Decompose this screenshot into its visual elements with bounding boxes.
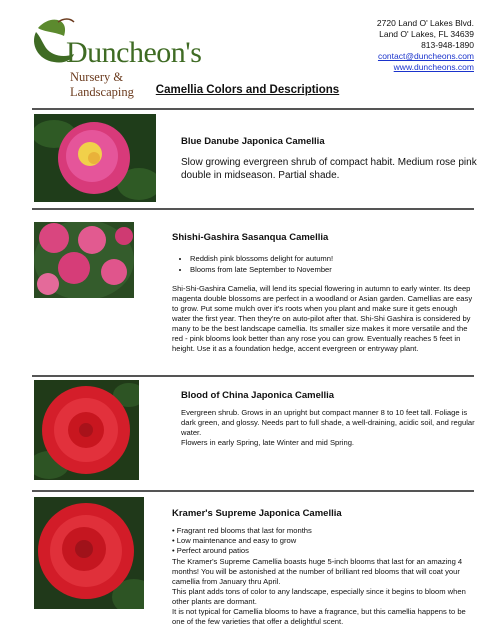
feature-list [172, 526, 474, 556]
feature-bullets [172, 253, 333, 275]
entry-description: Evergreen shrub. Grows in an upright but compact manner 8 to 10 feet tall. Foliage is dark green, and glossy. Needs part to full shade, a well-draining, acidic soil, and regular water. [181, 408, 475, 437]
company-logo [30, 14, 202, 99]
address-line2: Land O' Lakes, FL 34639 [379, 29, 474, 39]
entry-description: Shi-Shi-Gashira Camelia, will lend its special flowering in autumn to early winter. Its deep magenta double blossoms are perfect in a woodland or Asian garden. Camellias are easy to grow. Put some mulch over it's roots when you plant and make sure it gets enough water the first year. Then they're on auto-pilot after that. Shi-Shi Gashira is considered by many to be the best landscape camellia. Its smaller size makes it more versatile and the red - pink blooms look better than any rose you can grow. Eventually reaches 5 feet in height. Use it as a foundation hedge, accent evergreen or entryway plant. [172, 284, 473, 353]
entry-description-2: Flowers in early Spring, late Winter and mid Spring. [181, 438, 355, 447]
logo-tagline: Nursery & Landscaping [70, 70, 134, 99]
page-title: Camellia Colors and Descriptions [155, 84, 340, 96]
entry-description: The Kramer's Supreme Camellia boasts huge 5-inch blooms that last for an amazing 4 months! You will be astonished at the number of brilliant red blooms that will coat your camellia from January thru April. [172, 557, 463, 586]
divider [32, 375, 474, 377]
address-line1: 2720 Land O' Lakes Blvd. [376, 18, 474, 28]
entry-description-2: This plant adds tons of color to any landscape, especially since it begins to bloom when other plants are dormant. [172, 587, 466, 606]
contact-block [377, 18, 474, 73]
email-link[interactable]: contact@duncheons.com [377, 51, 474, 61]
entry-title: Blue Danube Japonica Camellia [181, 136, 325, 147]
bullet-item: • Reddish pink blossoms delight for autumn! [190, 253, 333, 264]
bullet-item: • Blooms from late September to November [190, 264, 333, 275]
camellia-photo-kramers-supreme [34, 497, 144, 609]
divider [32, 108, 474, 110]
entry-title: Kramer's Supreme Japonica Camellia [172, 508, 342, 519]
list-item: • Perfect around patios [172, 546, 249, 555]
entry-description-3: It is not typical for Camellia blooms to have a fragrance, but this camellia happens to be one of the few varieties that offer a delightful scent. [172, 607, 466, 626]
camellia-photo-blue-danube [34, 114, 156, 202]
logo-wordmark: Duncheon's [66, 36, 202, 69]
website-link[interactable]: www.duncheons.com [393, 62, 474, 72]
list-item: • Fragrant red blooms that last for months [172, 526, 312, 535]
entry-title: Shishi-Gashira Sasanqua Camellia [172, 232, 329, 243]
camellia-photo-blood-of-china [34, 380, 139, 480]
divider [32, 490, 474, 492]
entry-title: Blood of China Japonica Camellia [181, 390, 335, 401]
divider [32, 208, 474, 210]
list-item: • Low maintenance and easy to grow [172, 536, 297, 545]
phone-number: 813-948-1890 [421, 40, 474, 50]
camellia-photo-shishi-gashira [34, 222, 134, 298]
entry-description: Slow growing evergreen shrub of compact habit. Medium rose pink double in midseason. Partial shade. [181, 157, 477, 181]
